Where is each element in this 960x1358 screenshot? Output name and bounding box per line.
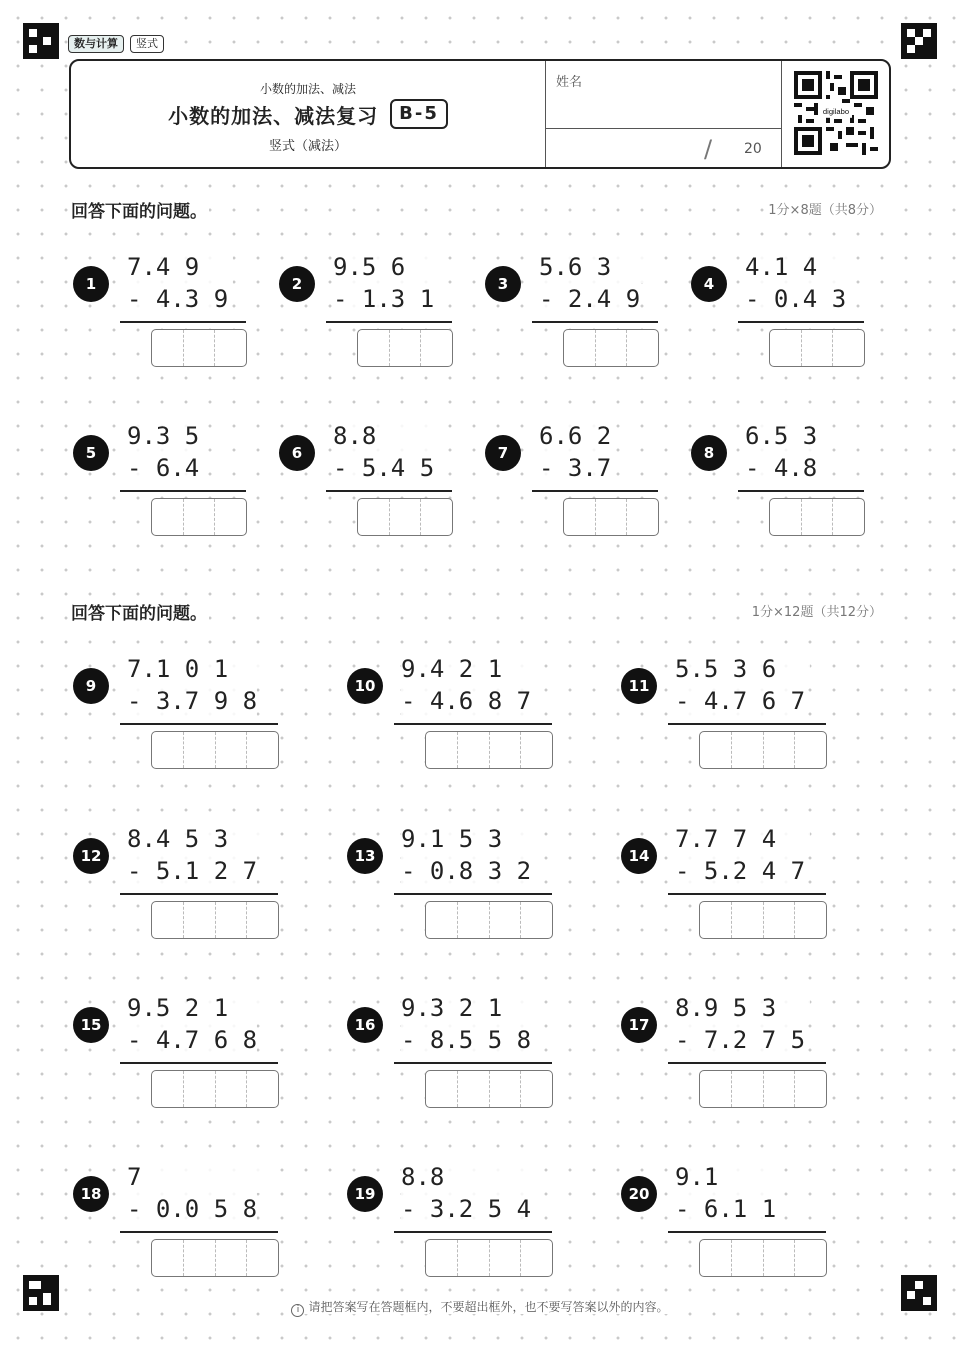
problem-number-badge: 18: [73, 1176, 109, 1212]
name-label: 姓名: [556, 75, 583, 90]
answer-box[interactable]: [563, 329, 659, 367]
answer-digit-cell[interactable]: [421, 330, 452, 366]
answer-box[interactable]: [699, 1070, 827, 1108]
answer-digit-cell[interactable]: [490, 1071, 522, 1107]
info-icon: i: [291, 1304, 304, 1317]
problem-number-badge: 8: [691, 435, 727, 471]
problem-5: [73, 420, 273, 540]
subtrahend: - 6.1 1: [675, 1195, 777, 1223]
answer-digit-cell[interactable]: [215, 499, 246, 535]
answer-digit-cell[interactable]: [152, 902, 184, 938]
answer-digit-cell[interactable]: [833, 499, 864, 535]
subtrahend: - 5.4 5: [333, 454, 435, 482]
subtrahend: - 4.6 8 7: [401, 687, 532, 715]
subtraction-rule: [394, 1062, 552, 1064]
minuend: 9.1: [675, 1161, 781, 1193]
minuend: 5.5 3 6: [675, 653, 810, 685]
answer-digit-cell[interactable]: [390, 499, 422, 535]
subtraction-rule: [394, 1231, 552, 1233]
minuend: 9.4 2 1: [401, 653, 536, 685]
subtrahend: - 7.2 7 5: [675, 1026, 806, 1054]
subtraction-rule: [532, 321, 658, 323]
answer-digit-cell[interactable]: [152, 330, 184, 366]
answer-digit-cell[interactable]: [802, 499, 834, 535]
answer-box[interactable]: [563, 498, 659, 536]
subtrahend: - 0.0 5 8: [127, 1195, 258, 1223]
answer-digit-cell[interactable]: [627, 499, 658, 535]
answer-digit-cell[interactable]: [795, 732, 826, 768]
problem-17: [621, 992, 821, 1112]
corner-marker-top-left: [23, 23, 59, 59]
footer-text: 请把答案写在答题框内，不要超出框外，也不要写答案以外的内容。: [308, 1300, 669, 1314]
problem-number-badge: 13: [347, 838, 383, 874]
answer-digit-cell[interactable]: [732, 1071, 764, 1107]
problem-2: [279, 251, 479, 371]
answer-digit-cell[interactable]: [521, 1240, 552, 1276]
subtraction-rule: [326, 321, 452, 323]
answer-digit-cell[interactable]: [216, 1071, 248, 1107]
answer-digit-cell[interactable]: [458, 1071, 490, 1107]
answer-digit-cell[interactable]: [152, 1071, 184, 1107]
problem-number-badge: 3: [485, 266, 521, 302]
problem-7: [485, 420, 685, 540]
subtraction-rule: [120, 893, 278, 895]
minuend: 7.1 0 1: [127, 653, 262, 685]
subtrahend: - 3.7 9 8: [127, 687, 258, 715]
subtraction-rule: [738, 321, 864, 323]
answer-box[interactable]: [151, 329, 247, 367]
answer-digit-cell[interactable]: [700, 732, 732, 768]
answer-digit-cell[interactable]: [215, 330, 246, 366]
minuend: 8.8: [401, 1161, 536, 1193]
problem-15: [73, 992, 273, 1112]
answer-digit-cell[interactable]: [764, 732, 796, 768]
score-total: 20: [744, 141, 762, 157]
answer-digit-cell[interactable]: [795, 1240, 826, 1276]
answer-digit-cell[interactable]: [700, 1240, 732, 1276]
subtraction-rule: [738, 490, 864, 492]
answer-digit-cell[interactable]: [795, 902, 826, 938]
problem-number-badge: 20: [621, 1176, 657, 1212]
answer-digit-cell[interactable]: [700, 1071, 732, 1107]
category-tag: 数与计算: [68, 35, 124, 53]
answer-digit-cell[interactable]: [458, 902, 490, 938]
minuend: 9.3 2 1: [401, 992, 536, 1024]
answer-digit-cell[interactable]: [152, 732, 184, 768]
subtrahend: - 8.5 5 8: [401, 1026, 532, 1054]
problem-20: [621, 1161, 821, 1281]
answer-box[interactable]: [699, 1239, 827, 1277]
subtrahend: - 4.8: [745, 454, 818, 482]
problem-18: [73, 1161, 273, 1281]
subtraction-rule: [668, 1231, 826, 1233]
minuend: 8.9 5 3: [675, 992, 810, 1024]
worksheet-header: [69, 59, 891, 169]
section-1-points: 1分×8题（共8分）: [766, 199, 884, 218]
subtraction-rule: [668, 893, 826, 895]
subtrahend: - 5.2 4 7: [675, 857, 806, 885]
answer-digit-cell[interactable]: [764, 1240, 796, 1276]
problem-16: [347, 992, 547, 1112]
problem-number-badge: 7: [485, 435, 521, 471]
answer-digit-cell[interactable]: [426, 902, 458, 938]
answer-digit-cell[interactable]: [732, 732, 764, 768]
subtrahend: - 0.4 3: [745, 285, 847, 313]
answer-digit-cell[interactable]: [764, 1071, 796, 1107]
problem-number-badge: 14: [621, 838, 657, 874]
answer-digit-cell[interactable]: [802, 330, 834, 366]
answer-digit-cell[interactable]: [521, 902, 552, 938]
problem-number-badge: 16: [347, 1007, 383, 1043]
answer-digit-cell[interactable]: [564, 499, 596, 535]
answer-box[interactable]: [425, 731, 553, 769]
answer-digit-cell[interactable]: [426, 1071, 458, 1107]
subtrahend: - 6.4: [127, 454, 200, 482]
subtraction-rule: [120, 321, 246, 323]
name-score-box: [545, 61, 781, 167]
page-subtitle: 小数的加法、减法: [259, 82, 356, 96]
answer-digit-cell[interactable]: [184, 1240, 216, 1276]
subtrahend: - 4.7 6 7: [675, 687, 806, 715]
answer-digit-cell[interactable]: [421, 499, 452, 535]
subtraction-rule: [394, 723, 552, 725]
minuend: 7.4 9: [127, 251, 233, 283]
answer-digit-cell[interactable]: [564, 330, 596, 366]
answer-box[interactable]: [151, 901, 279, 939]
score-slash: /: [704, 135, 713, 163]
answer-digit-cell[interactable]: [216, 1240, 248, 1276]
answer-digit-cell[interactable]: [458, 1240, 490, 1276]
problem-number-badge: 9: [73, 668, 109, 704]
minuend: 7: [127, 1161, 262, 1193]
answer-digit-cell[interactable]: [770, 330, 802, 366]
answer-box[interactable]: [357, 498, 453, 536]
answer-digit-cell[interactable]: [700, 902, 732, 938]
answer-digit-cell[interactable]: [390, 330, 422, 366]
answer-digit-cell[interactable]: [216, 732, 248, 768]
problem-number-badge: 11: [621, 668, 657, 704]
answer-digit-cell[interactable]: [521, 732, 552, 768]
page-topic: 竖式（减法）: [268, 139, 347, 154]
section-2-points: 1分×12题（共12分）: [750, 601, 884, 620]
subtraction-rule: [394, 893, 552, 895]
answer-digit-cell[interactable]: [247, 902, 278, 938]
answer-box[interactable]: [769, 329, 865, 367]
problem-9: [73, 653, 273, 773]
subtraction-rule: [668, 1062, 826, 1064]
type-tag: 竖式: [130, 35, 164, 53]
answer-digit-cell[interactable]: [490, 732, 522, 768]
answer-digit-cell[interactable]: [596, 499, 628, 535]
answer-digit-cell[interactable]: [426, 732, 458, 768]
answer-box[interactable]: [425, 1239, 553, 1277]
minuend: 7.7 7 4: [675, 823, 810, 855]
title-block: [71, 61, 545, 167]
problem-14: [621, 823, 821, 943]
answer-digit-cell[interactable]: [358, 499, 390, 535]
minuend: 6.6 2: [539, 420, 616, 452]
answer-box[interactable]: [699, 731, 827, 769]
problem-13: [347, 823, 547, 943]
answer-digit-cell[interactable]: [596, 330, 628, 366]
problem-number-badge: 2: [279, 266, 315, 302]
subtrahend: - 3.7: [539, 454, 612, 482]
answer-digit-cell[interactable]: [358, 330, 390, 366]
answer-box[interactable]: [699, 901, 827, 939]
answer-digit-cell[interactable]: [247, 1240, 278, 1276]
answer-box[interactable]: [425, 1070, 553, 1108]
problem-3: [485, 251, 685, 371]
subtraction-rule: [120, 723, 278, 725]
tag-group: [68, 35, 164, 53]
subtrahend: - 0.8 3 2: [401, 857, 532, 885]
problem-number-badge: 12: [73, 838, 109, 874]
answer-digit-cell[interactable]: [521, 1071, 552, 1107]
worksheet-code: B-5: [390, 99, 448, 129]
problem-6: [279, 420, 479, 540]
answer-box[interactable]: [151, 498, 247, 536]
subtraction-rule: [120, 1062, 278, 1064]
answer-box[interactable]: [151, 1070, 279, 1108]
subtraction-rule: [120, 1231, 278, 1233]
answer-digit-cell[interactable]: [458, 732, 490, 768]
problem-10: [347, 653, 547, 773]
name-divider: [546, 128, 781, 129]
answer-digit-cell[interactable]: [216, 902, 248, 938]
answer-digit-cell[interactable]: [247, 732, 278, 768]
qr-code-label: digilabo: [822, 107, 850, 117]
answer-box[interactable]: [151, 1239, 279, 1277]
minuend: 8.4 5 3: [127, 823, 262, 855]
problem-number-badge: 5: [73, 435, 109, 471]
subtraction-rule: [532, 490, 658, 492]
answer-digit-cell[interactable]: [184, 330, 216, 366]
answer-digit-cell[interactable]: [184, 1071, 216, 1107]
answer-digit-cell[interactable]: [490, 1240, 522, 1276]
answer-digit-cell[interactable]: [184, 732, 216, 768]
problem-8: [691, 420, 891, 540]
answer-digit-cell[interactable]: [184, 902, 216, 938]
answer-digit-cell[interactable]: [732, 902, 764, 938]
footer-note: [0, 1298, 960, 1317]
subtrahend: - 1.3 1: [333, 285, 435, 313]
problem-number-badge: 10: [347, 668, 383, 704]
subtraction-rule: [326, 490, 452, 492]
minuend: 9.5 2 1: [127, 992, 262, 1024]
problem-1: [73, 251, 273, 371]
problem-4: [691, 251, 891, 371]
answer-digit-cell[interactable]: [770, 499, 802, 535]
minuend: 9.3 5: [127, 420, 204, 452]
section-1-title: 回答下面的问题。: [69, 197, 209, 222]
qr-code-icon: [794, 71, 878, 155]
corner-marker-top-right: [901, 23, 937, 59]
subtraction-rule: [668, 723, 826, 725]
subtrahend: - 3.2 5 4: [401, 1195, 532, 1223]
subtrahend: - 4.3 9: [127, 285, 229, 313]
minuend: 5.6 3: [539, 251, 645, 283]
problem-12: [73, 823, 273, 943]
page-title: 小数的加法、减法复习: [168, 103, 379, 128]
problem-number-badge: 19: [347, 1176, 383, 1212]
answer-digit-cell[interactable]: [152, 1240, 184, 1276]
subtrahend: - 5.1 2 7: [127, 857, 258, 885]
minuend: 4.1 4: [745, 251, 851, 283]
problem-number-badge: 17: [621, 1007, 657, 1043]
answer-digit-cell[interactable]: [833, 330, 864, 366]
minuend: 9.1 5 3: [401, 823, 536, 855]
answer-digit-cell[interactable]: [152, 499, 184, 535]
answer-digit-cell[interactable]: [247, 1071, 278, 1107]
subtrahend: - 4.7 6 8: [127, 1026, 258, 1054]
minuend: 6.5 3: [745, 420, 822, 452]
problem-number-badge: 1: [73, 266, 109, 302]
minuend: 9.5 6: [333, 251, 439, 283]
answer-digit-cell[interactable]: [490, 902, 522, 938]
answer-digit-cell[interactable]: [764, 902, 796, 938]
answer-box[interactable]: [425, 901, 553, 939]
problem-19: [347, 1161, 547, 1281]
problem-number-badge: 4: [691, 266, 727, 302]
answer-digit-cell[interactable]: [184, 499, 216, 535]
answer-digit-cell[interactable]: [426, 1240, 458, 1276]
problem-number-badge: 6: [279, 435, 315, 471]
qr-code-box: [781, 61, 889, 167]
answer-digit-cell[interactable]: [732, 1240, 764, 1276]
minuend: 8.8: [333, 420, 439, 452]
subtraction-rule: [120, 490, 246, 492]
answer-box[interactable]: [151, 731, 279, 769]
subtrahend: - 2.4 9: [539, 285, 641, 313]
answer-digit-cell[interactable]: [627, 330, 658, 366]
problem-number-badge: 15: [73, 1007, 109, 1043]
answer-digit-cell[interactable]: [795, 1071, 826, 1107]
answer-box[interactable]: [769, 498, 865, 536]
section-2-title: 回答下面的问题。: [69, 599, 209, 624]
problem-11: [621, 653, 821, 773]
answer-box[interactable]: [357, 329, 453, 367]
